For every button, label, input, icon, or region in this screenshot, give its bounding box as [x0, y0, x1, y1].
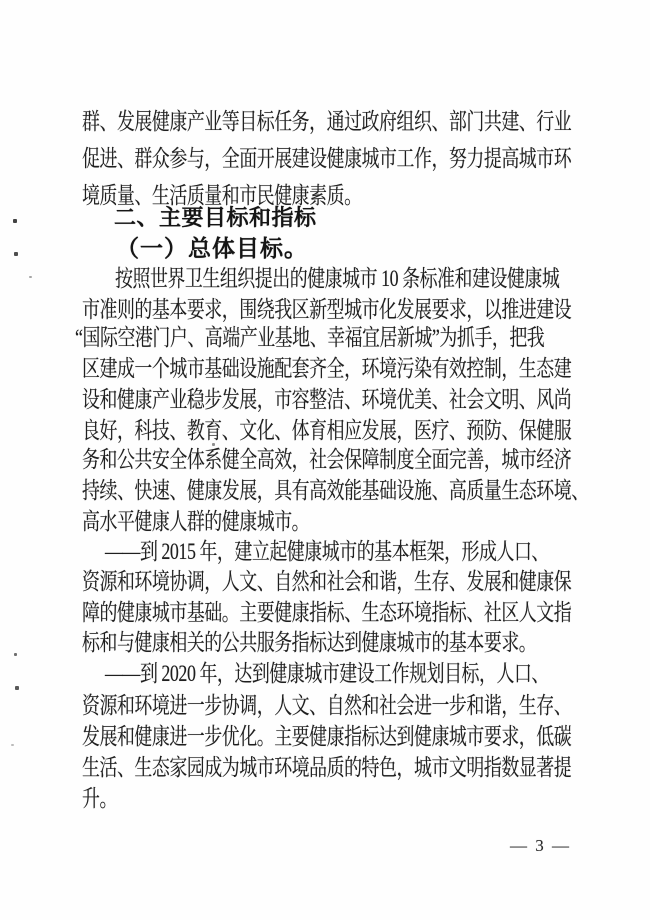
paragraph-line: 市准则的基本要求，围绕我区新型城市化发展要求，以推进建设: [82, 297, 572, 322]
paragraph-line: ——到 2015 年，建立起健康城市的基本框架，形成人口、: [105, 539, 549, 564]
paragraph-line: 良好，科技、教育、文化、体育相应发展，医疗、预防、保健服: [82, 418, 572, 443]
paragraph-line: 资源和环境进一步协调，人文、自然和社会进一步和谐，生存、: [82, 693, 572, 718]
paragraph-line: 高水平健康人群的健康城市。: [82, 509, 310, 534]
paragraph-line: 生活、生态家园成为城市环境品质的特色，城市文明指数显著提: [82, 755, 572, 780]
scan-speckle: [14, 252, 18, 256]
paragraph-line: 资源和环境协调，人文、自然和社会和谐，生存、发展和健康保: [82, 569, 572, 594]
scan-speckle: [212, 443, 215, 446]
paragraph-line: 标和与健康相关的公共服务指标达到健康城市的基本要求。: [82, 630, 537, 655]
paragraph-line: 境质量、生活质量和市民健康素质。: [82, 183, 362, 208]
scan-speckle: [29, 276, 32, 278]
paragraph-line: 障的健康城市基础。主要健康指标、生态环境指标、社区人文指: [82, 600, 572, 625]
scan-speckle: [467, 436, 470, 438]
paragraph-line: 区建成一个城市基础设施配套齐全，环境污染有效控制，生态建: [82, 356, 572, 381]
paragraph-line: 促进、群众参与，全面开展建设健康城市工作，努力提高城市环: [82, 146, 572, 171]
scan-speckle: [11, 744, 14, 746]
section-heading: 二、主要目标和指标: [114, 205, 317, 230]
paragraph-line: 发展和健康进一步优化。主要健康指标达到健康城市要求，低碳: [82, 724, 572, 749]
paragraph-line: “国际空港门户、高端产业基地、幸福宜居新城”为抓手，把我: [75, 325, 545, 350]
paragraph-line: 务和公共安全体系健全高效，社会保障制度全面完善，城市经济: [82, 447, 572, 472]
subsection-heading: （一）总体目标。: [116, 236, 308, 261]
scan-speckle: [15, 686, 19, 690]
paragraph-line: 升。: [82, 786, 117, 811]
paragraph-line: 持续、快速、健康发展，具有高效能基础设施、高质量生态环境、: [82, 478, 589, 503]
scan-speckle: [14, 653, 17, 656]
paragraph-line: 群、发展健康产业等目标任务，通过政府组织、部门共建、行业: [82, 109, 572, 134]
paragraph-line: 按照世界卫生组织提出的健康城市 10 条标准和建设健康城: [115, 266, 560, 291]
page-number: — 3 —: [510, 836, 571, 855]
paragraph-line: ——到 2020 年，达到健康城市建设工作规划目标，人口、: [105, 661, 549, 686]
paragraph-line: 设和健康产业稳步发展，市容整洁、环境优美、社会文明、风尚: [82, 387, 572, 412]
scan-speckle: [13, 219, 17, 223]
